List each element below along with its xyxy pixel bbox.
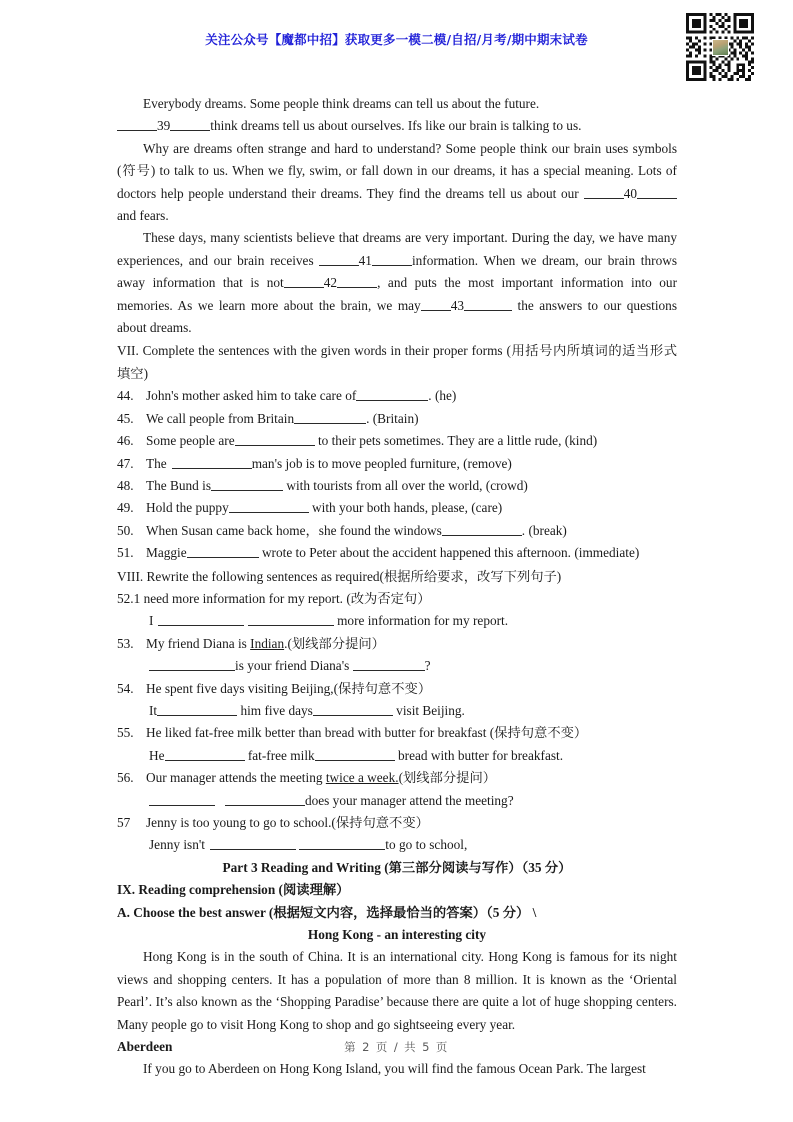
answer-blank-46[interactable] [235,432,315,446]
cloze-paragraph-1-line2: 39 think dreams tell us about ourselves. Ifs like our brain is talking to us. [117,115,677,137]
question-44: 44. John's mother asked him to take care of . (he) [117,385,677,407]
question-45-number: 45. [117,410,134,426]
blank-40-right[interactable] [637,185,677,199]
answer-blank-56-b[interactable] [225,792,305,806]
passage-subheading-aberdeen: Aberdeen [117,1039,173,1055]
section-ix-part-a-heading: A. Choose the best answer (根据短文内容，选择最恰当的答案）（5 分） \ [117,904,537,920]
question-52-answer-line: I more information for my report. [149,613,509,629]
blank-43-right[interactable] [464,297,512,311]
part3-title: Part 3 Reading and Writing (第三部分阅读与写作）（35 分） [222,859,572,875]
answer-blank-48[interactable] [211,477,283,491]
question-50-number: 50. [117,522,134,538]
answer-blank-49[interactable] [229,500,309,514]
question-51-number: 51. [117,545,134,561]
question-47-number: 47. [117,455,134,471]
blank-43-left[interactable] [421,297,451,311]
answer-blank-54-a[interactable] [157,702,237,716]
question-46-number: 46. [117,433,134,449]
promo-banner: 关注公众号【魔都中招】获取更多一模二模/自招/月考/期中期末试卷 [205,32,588,47]
question-52-prompt: 52.1 need more information for my report. (改为否定句） [117,590,431,606]
section-ix-heading: IX. Reading comprehension (阅读理解） [117,882,350,898]
question-44-number: 44. [117,388,134,404]
blank-42-left[interactable] [284,275,324,289]
question-53-number: 53. [117,635,134,651]
question-49-number: 49. [117,500,134,516]
question-56-answer-line: does your manager attend the meeting? [117,790,677,812]
section-viii-heading: VIII. Rewrite the following sentences as required(根据所给要求，改写下列句子) [117,568,562,584]
blank-41-left[interactable] [319,252,359,266]
cloze-paragraph-3: These days, many scientists believe that dreams are very important. During the day, we have many experiences, and our brain receives 41 information. When we dream, our brain throws away information that is not 42 , and puts the most important information into our memories. As we learn more about the brain, we may 43 the answers to our questions about dreams. [117,230,678,336]
qr-code [683,10,757,84]
question-54-prompt: 54. He spent five days visiting Beijing,(保持句意不变） [117,678,677,700]
blank-39-number: 39 [157,118,171,134]
answer-blank-54-b[interactable] [313,702,393,716]
question-53-answer-line: is your friend Diana's ? [117,655,677,677]
question-55-answer-line: He fat-free milk bread with butter for breakfast. [149,747,564,763]
question-51: 51. Maggie wrote to Peter about the accident happened this afternoon. (immediate) [117,542,677,564]
blank-41-number: 41 [358,252,372,268]
page-footer: 第 2 页 / 共 5 页 [344,1040,449,1054]
answer-blank-50[interactable] [442,522,522,536]
question-56-number: 56. [117,770,134,786]
cloze-paragraph-1: Everybody dreams. Some people think dreams can tell us about the future. [143,96,540,111]
passage-paragraph-1: Hong Kong is in the south of China. It is an international city. Hong Kong is famous for its night views and shopping centers. It has a population of more than 8 million. It is known as the ‘Oriental Pearl’. It’s also known as the ‘Shopping Paradise’ because there are quite a lot of huge shopping centers. Many people go to visit Hong Kong to shop and go sightseeing every year. [117,949,677,1032]
answer-blank-52-a[interactable] [158,613,244,627]
section-vii-heading: VII. Complete the sentences with the given words in their proper forms (用括号内所填词的适当形式填空) [117,343,677,381]
answer-blank-51[interactable] [187,545,259,559]
question-54-answer-line: It him five days visit Beijing. [149,702,465,718]
question-46: 46. Some people are to their pets sometimes. They are a little rude, (kind) [117,430,677,452]
blank-39-right[interactable] [170,118,210,132]
question-48: 48. The Bund is with tourists from all over the world, (crowd) [117,475,677,497]
passage-title: Hong Kong - an interesting city [307,927,487,943]
passage-paragraph-2: If you go to Aberdeen on Hong Kong Island, you will find the famous Ocean Park. The largest [143,1061,646,1077]
question-56-prompt: 56. Our manager attends the meeting twice a week.(划线部分提问） [117,767,677,789]
answer-blank-45[interactable] [294,410,366,424]
blank-40-left[interactable] [584,185,624,199]
blank-41-right[interactable] [372,252,412,266]
question-53-prompt: 53. My friend Diana is Indian.(划线部分提问） [117,633,677,655]
blank-43-number: 43 [450,297,465,313]
question-57-number: 57 [117,815,131,830]
question-55-number: 55. [117,725,134,741]
answer-blank-53-a[interactable] [149,658,235,672]
qr-center-logo [712,39,729,56]
answer-blank-55-a[interactable] [165,747,245,761]
question-55-prompt: 55. He liked fat-free milk better than bread with butter for breakfast (保持句意不变） [117,722,677,744]
blank-40-number: 40 [623,185,637,201]
answer-blank-55-b[interactable] [315,747,395,761]
question-57-prompt: 57 Jenny is too young to go to school.(保持句意不变） [117,812,677,834]
question-47: 47. The man's job is to move peopled furniture, (remove) [117,453,677,475]
answer-blank-53-b[interactable] [353,658,425,672]
answer-blank-57-b[interactable] [299,837,385,851]
answer-blank-52-b[interactable] [248,613,334,627]
answer-blank-47[interactable] [172,455,252,469]
cloze-paragraph-2: Why are dreams often strange and hard to understand? Some people think our brain uses symbols (符号) to talk to us. When we fly, swim, or fall down in our dreams, it has a special meaning. Lots of doctors help people understand their dreams. They find the dreams tell us about our 40and fears. [117,140,677,224]
question-49: 49. Hold the puppy with your both hands, please, (care) [117,497,677,519]
question-54-number: 54. [117,680,134,696]
question-48-number: 48. [117,477,134,493]
answer-blank-56-a[interactable] [149,792,215,806]
document-body [117,93,677,1081]
question-50: 50. When Susan came back home，she found the windows . (break) [117,520,677,542]
blank-39-left[interactable] [117,118,157,132]
answer-blank-44[interactable] [356,388,428,402]
blank-42-right[interactable] [337,275,377,289]
blank-42-number: 42 [323,275,338,291]
question-56-underlined-part: twice a week. [325,770,399,786]
question-53-underlined-part: Indian [250,635,285,651]
question-52-number: 52.1 [117,590,141,606]
question-45: 45. We call people from Britain . (Britain) [117,408,677,430]
question-57-answer-line: Jenny isn't to go to school, [149,837,468,853]
answer-blank-57-a[interactable] [210,837,296,851]
